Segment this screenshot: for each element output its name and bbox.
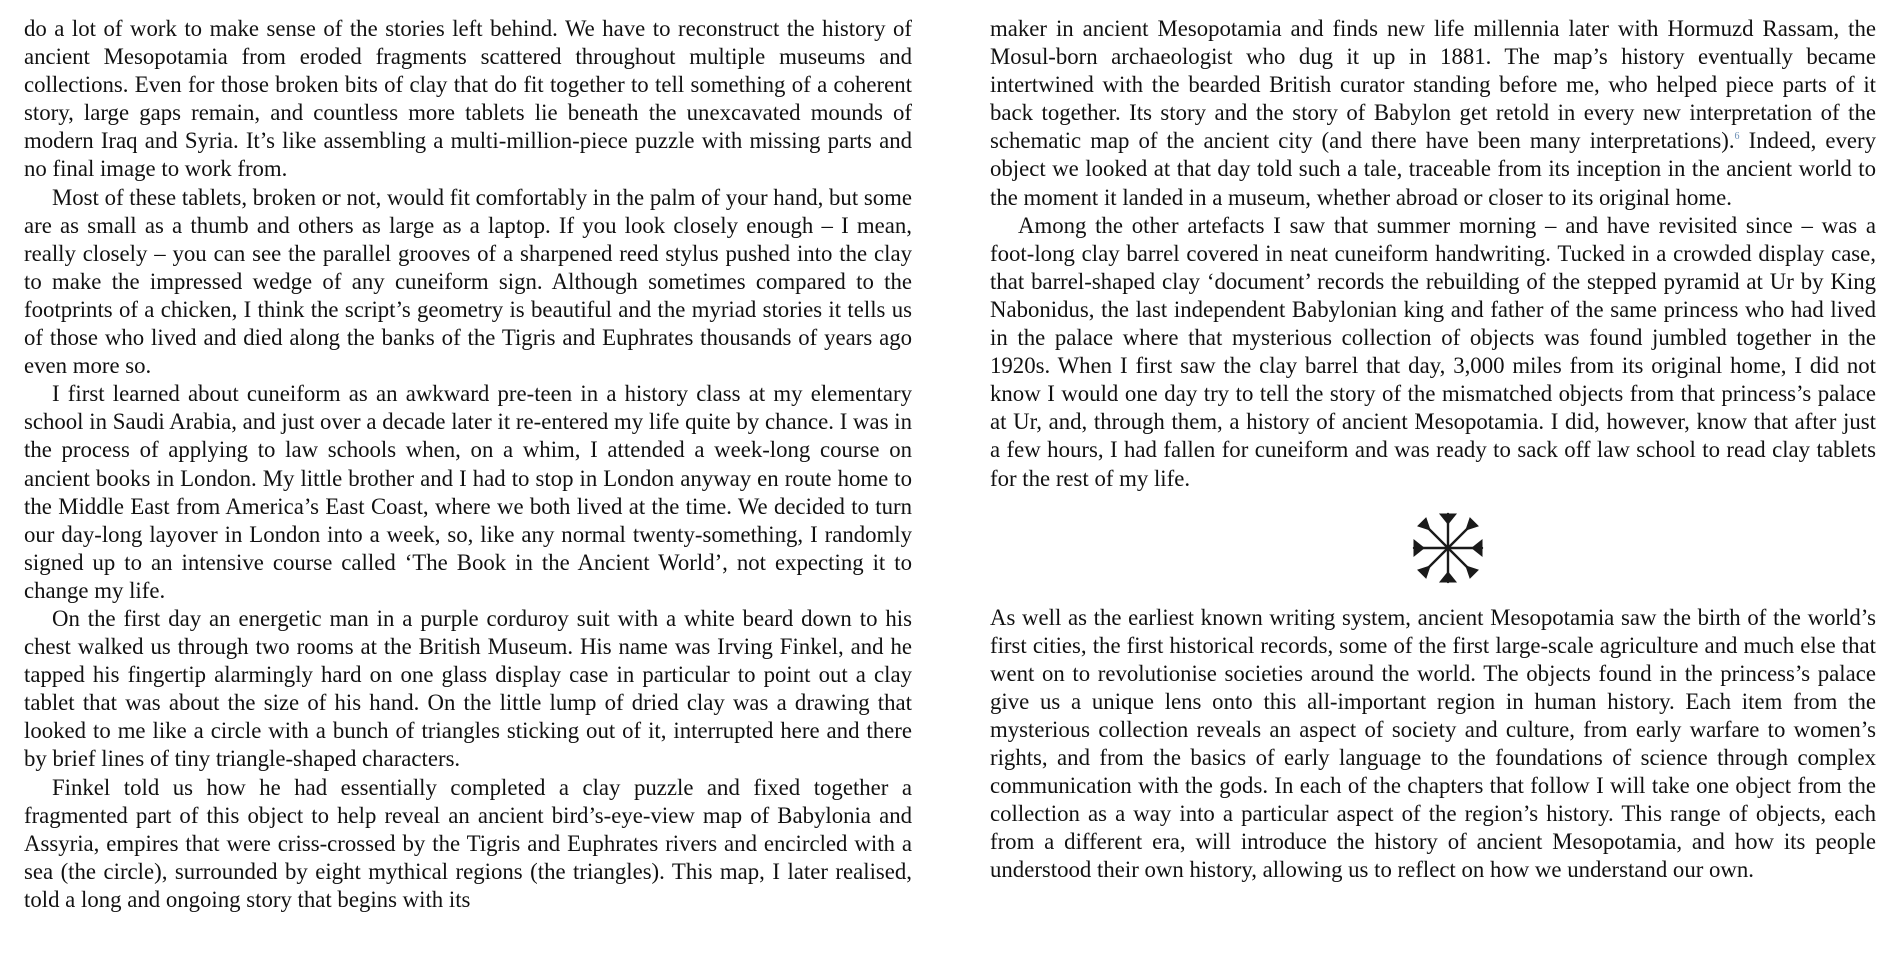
left-paragraph-4: On the first day an energetic man in a purple corduroy suit with a white beard down to his chest walked us through two rooms at the British Museum. His name was Irving Finkel, and he tapped his fingertip alarmingly hard on one glass display case in particular to point out a clay tablet that was about the size of his hand. On the little lump of dried clay was a drawing that looked to me like a circle with a bunch of triangles sticking out of it, interrupted here and there by brief lines of tiny triangle-shaped characters.	[24, 605, 912, 772]
right-paragraph-1	[990, 15, 1876, 212]
section-divider	[990, 493, 1876, 604]
left-paragraph-2: Most of these tablets, broken or not, would fit comfortably in the palm of your hand, but some are as small as a thumb and others as large as a laptop. If you look closely enough – I mean, really closely – you can see the parallel grooves of a sharpened reed stylus pushed into the clay to make the impressed wedge of any cuneiform sign. Although sometimes compared to the footprints of a chicken, I think the script’s geometry is beautiful and the myriad stories it tells us of those who lived and died along the banks of the Tigris and Euphrates thousands of years ago even more so.	[24, 184, 912, 379]
cuneiform-star-ornament-icon	[1406, 506, 1490, 590]
right-page	[990, 15, 1876, 885]
right-paragraph-3: As well as the earliest known writing system, ancient Mesopotamia saw the birth of the world’s first cities, the first historical records, some of the first large-scale agriculture and much else that went on to revolutionise societies around the world. The objects found in the princess’s palace give us a unique lens onto this all-important region in human history. Each item from the mysterious collection reveals an aspect of society and culture, from early warfare to women’s rights, and from the basics of early language to the foundations of science through complex communication with the gods. In each of the chapters that follow I will take one object from the collection as a way into a particular aspect of the region’s history. This range of objects, each from a different era, will introduce the history of ancient Mesopotamia, and how its people understood their own history, allowing us to reflect on how we understand our own.	[990, 604, 1876, 883]
left-paragraph-3: I first learned about cuneiform as an awkward pre-teen in a history class at my elementary school in Saudi Arabia, and just over a decade later it re-entered my life quite by chance. I was in the process of applying to law schools when, on a whim, I attended a week-long course on ancient books in London. My little brother and I had to stop in London anyway en route home to the Middle East from America’s East Coast, where we both lived at the time. We decided to turn our day-long layover in London into a week, so, like any normal twenty-something, I randomly signed up to an intensive course called ‘The Book in the Ancient World’, not expecting it to change my life.	[24, 381, 912, 603]
left-page	[24, 15, 912, 914]
left-paragraph-5: Finkel told us how he had essentially completed a clay puzzle and fixed together a fragmented part of this object to help reveal an ancient bird’s-eye-view map of Babylonia and Assyria, empires that were criss-crossed by the Tigris and Euphrates rivers and encircled with a sea (the circle), surrounded by eight mythical regions (the triangles). This map, I later realised, told a long and ongoing story that begins with its	[24, 774, 912, 912]
right-paragraph-1-text-a: maker in ancient Mesopotamia and finds new life millennia later with Hormuzd Rassam, the Mosul-born archaeologist who dug it up in 1881. The map’s history eventually became intertwined with the bearded British curator standing before me, who helped piece parts of it back together. Its story and the story of Babylon get retold in every new interpretation of the schematic map of the ancient city (and there have been many interpretations).	[990, 16, 1876, 154]
right-paragraph-2: Among the other artefacts I saw that summer morning – and have revisited since – was a foot-long clay barrel covered in neat cuneiform handwriting. Tucked in a crowded display case, that barrel-shaped clay ‘document’ records the rebuilding of the stepped pyramid at Ur by King Nabonidus, the last independent Babylonian king and father of the same princess who had lived in the palace where that mysterious collection of objects was found jumbled together in the 1920s. When I first saw the clay barrel that day, 3,000 miles from its original home, I did not know I would one day try to tell the story of the mismatched objects from that princess’s palace at Ur, and, through them, a history of ancient Mesopotamia. I did, however, know that after just a few hours, I had fallen for cuneiform and was ready to sack off law school to read clay tablets for the rest of my life.	[990, 212, 1876, 491]
footnote-marker[interactable]: 6	[1734, 131, 1740, 143]
left-paragraph-1: do a lot of work to make sense of the stories left behind. We have to reconstruct the history of ancient Mesopotamia from eroded fragments scattered throughout multiple museums and collections. Even for those broken bits of clay that do fit together to tell something of a coherent story, large gaps remain, and countless more tablets lie beneath the unexcavated mounds of modern Iraq and Syria. It’s like assembling a multi-million-piece puzzle with missing parts and no final image to work from.	[24, 16, 912, 182]
right-paragraph-1-text-b: Indeed, every object we looked at that day told such a tale, traceable from its inception in the ancient world to the moment it landed in a museum, whether abroad or closer to its original home.	[990, 128, 1876, 210]
